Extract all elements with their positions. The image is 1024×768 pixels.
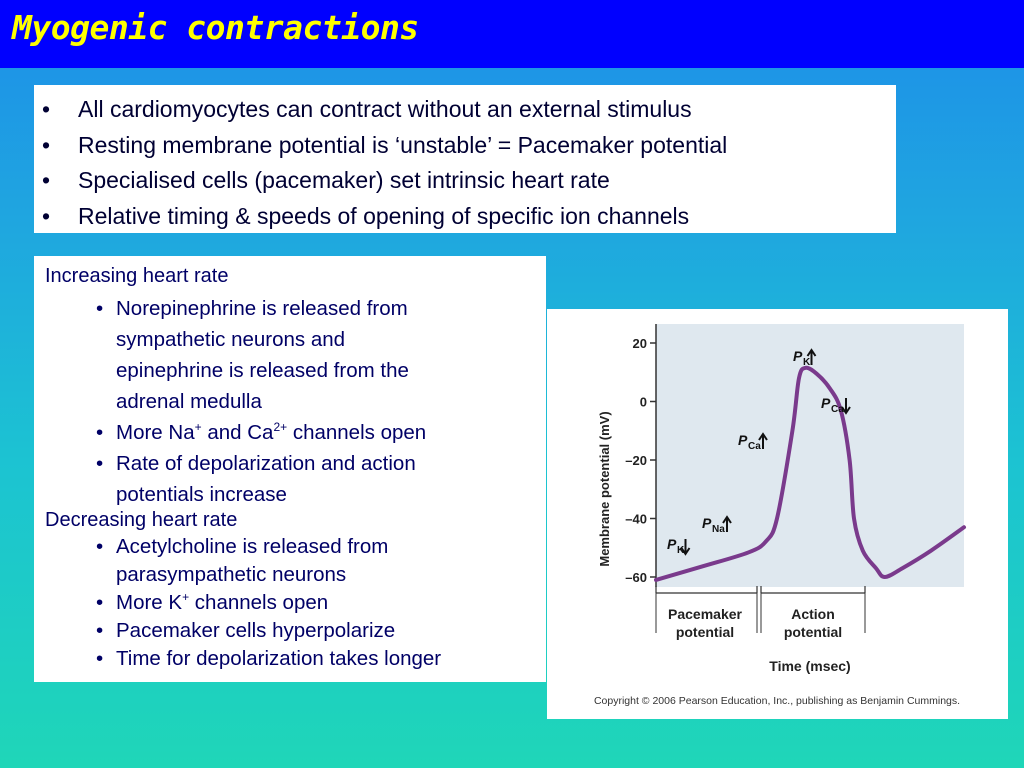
phase-label: potential bbox=[783, 624, 843, 640]
title-bar bbox=[0, 0, 1024, 68]
summary-item: • All cardiomyocytes can contract without an external stimulus bbox=[42, 96, 692, 122]
increasing-heading: Increasing heart rate bbox=[45, 265, 229, 287]
y-tick-label: –20 bbox=[625, 453, 647, 468]
copyright-text: Copyright © 2006 Pearson Education, Inc., publishing as Benjamin Cummings. bbox=[593, 695, 961, 707]
summary-item: • Specialised cells (pacemaker) set intrinsic heart rate bbox=[42, 167, 610, 193]
channel-annotation-subscript: K bbox=[803, 357, 811, 368]
channel-annotation-subscript: Na bbox=[712, 524, 725, 535]
y-tick-label: –60 bbox=[625, 570, 647, 585]
y-tick-label: 20 bbox=[632, 336, 647, 351]
channel-annotation: P bbox=[821, 395, 831, 411]
decreasing-heading: Decreasing heart rate bbox=[45, 509, 238, 531]
channel-annotation: P bbox=[738, 432, 748, 448]
action-potential-chart bbox=[547, 309, 1008, 719]
x-axis-label: Time (msec) bbox=[769, 658, 851, 674]
phase-label: Action bbox=[791, 606, 835, 622]
phase-label: potential bbox=[675, 624, 735, 640]
action-potential-figure bbox=[547, 309, 1008, 719]
channel-annotation-subscript: K bbox=[677, 545, 685, 556]
y-tick-label: 0 bbox=[639, 394, 647, 410]
summary-item: • Relative timing & speeds of opening of specific ion channels bbox=[42, 202, 690, 229]
heart-rate-box: Increasing heart rate • Norepinephrine is released from sympathetic neurons and epinephrine is released from the adrenal medulla • More Na+ and $Ca^{2+}$ channels open • Rate of depolarization and action potentials increase Decreasing heart rate • Acetylcholine is released from parasympathetic neurons • More K+ channels open • Pacemaker cells hyperpolarize • Time for depolarization takes longer bbox=[34, 256, 546, 682]
summary-box bbox=[34, 85, 896, 233]
y-tick-label: –40 bbox=[625, 511, 647, 527]
channel-annotation: P bbox=[702, 515, 712, 531]
channel-annotation-subscript: Ca bbox=[748, 441, 761, 452]
channel-annotation: P bbox=[793, 348, 803, 364]
y-axis-label: Membrane potential (mV) bbox=[597, 411, 612, 567]
channel-annotation: P bbox=[667, 536, 677, 552]
summary-list bbox=[34, 85, 896, 234]
summary-item: • Resting membrane potential is ‘unstable’ = Pacemaker potential bbox=[42, 131, 728, 158]
phase-label: Pacemaker bbox=[668, 606, 742, 622]
slide-title: Myogenic contractions bbox=[12, 8, 419, 47]
channel-annotation-subscript: Ca bbox=[831, 404, 844, 415]
